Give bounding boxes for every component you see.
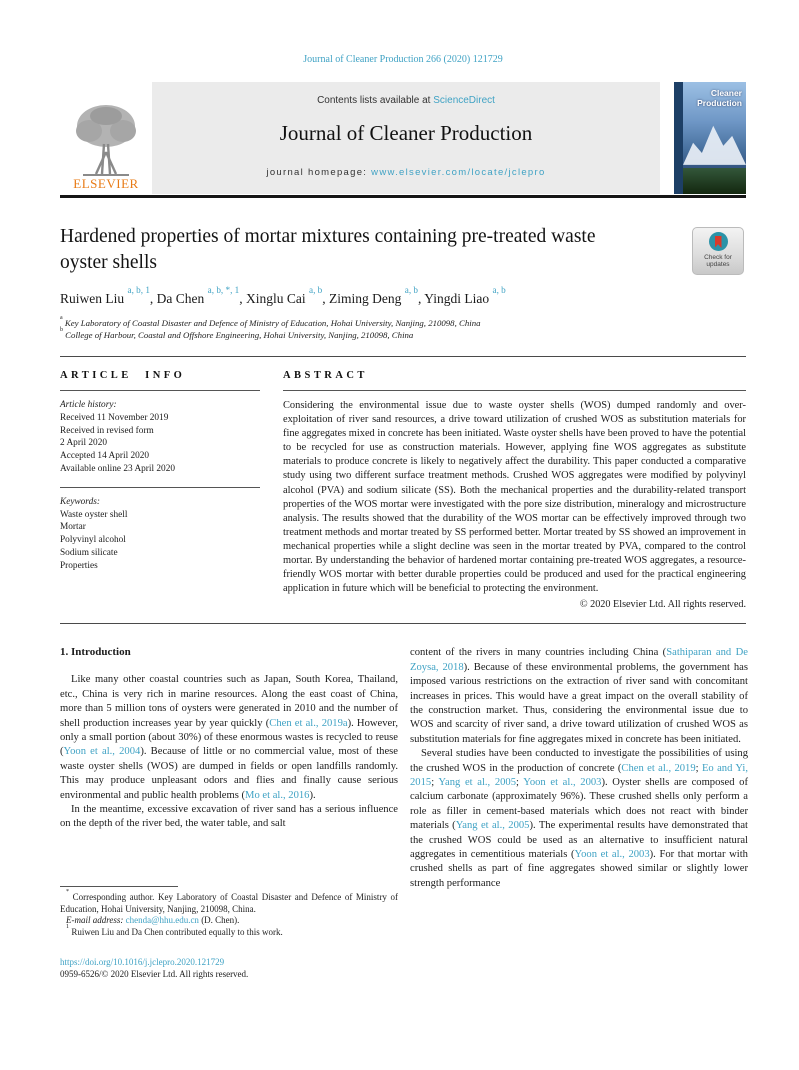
section-heading-introduction: 1. Introduction xyxy=(60,646,131,659)
left-column xyxy=(60,646,398,938)
divider xyxy=(60,487,260,488)
keyword: Waste oyster shell xyxy=(60,509,128,520)
article-info-heading: ARTICLE INFO xyxy=(60,370,186,381)
intro-paragraph-4: Several studies have been conducted to investigate the possibilities of using the crushed WOS in the production of concrete (Chen et al., 2019; Eo and Yi, 2015; Yang et al., 2005; Yoon et al., 2003). Oyster shells are composed of calcium carbonate (approximately 96%). These crushed shells only perform a role as filler in cement-based materials which does not react with binder materials (Yang et al., 2005). The experimental results have demonstrated that the crushed WOS could be used as an alternative to insufficient natural aggregates in cementitious materials (Yoon et al., 2003). For that mortar with crushed shells as part of fine aggregates showed similar or slightly lower strength performance xyxy=(410,748,749,889)
journal-banner xyxy=(60,82,746,194)
corresponding-author-note: * Corresponding author. Key Laboratory of Coastal Disaster and Defence of Ministry of Education, Hohai University, Nanjing, 210098, China. xyxy=(60,889,398,914)
abstract-copyright: © 2020 Elsevier Ltd. All rights reserved. xyxy=(579,599,746,611)
cover-title-line2: Production xyxy=(697,97,742,108)
cover-title-line1: Cleaner xyxy=(710,88,742,98)
footnote-rule xyxy=(60,886,178,887)
page-title: Hardened properties of mortar mixtures containing pre-treated waste oyster shells xyxy=(60,226,596,273)
history-line: Received in revised form xyxy=(60,425,154,436)
keyword: Properties xyxy=(60,560,98,571)
right-column xyxy=(410,646,748,938)
doi-link[interactable]: https://doi.org/10.1016/j.jclepro.2020.121729 xyxy=(60,957,225,968)
email-label: E-mail address: xyxy=(66,915,126,926)
running-head: Journal of Cleaner Production 266 (2020) 121729 xyxy=(303,54,503,65)
keyword: Mortar xyxy=(60,522,86,533)
divider xyxy=(60,390,260,391)
homepage-url-link[interactable]: www.elsevier.com/locate/jclepro xyxy=(371,167,546,178)
intro-paragraph-3: content of the rivers in many countries including China (Sathiparan and De Zoysa, 2018). Because of these environmental problems, the government has imposed various restrictions on the extraction of river sand with concomitant increases in prices. This would have a great impact on the overall stability of the construction market. Thus, considering the environmental issue due to WOS and scarcity of river sand, a drive toward utilization of crushed WOS as substitution materials for fine aggregates mixed in concrete has been initiated. xyxy=(410,647,748,745)
equal-contribution-note: $^1$ Ruiwen Liu and Da Chen contributed equally to this work. xyxy=(66,923,283,937)
intro-paragraph-2: In the meantime, excessive excavation of river sand has a serious influence on the depth of the river bed, the water table, and salt xyxy=(60,803,398,830)
title-row xyxy=(60,224,746,276)
info-bottom-rule xyxy=(60,623,746,624)
email-note xyxy=(60,915,398,927)
info-top-rule xyxy=(60,356,746,357)
banner-rule xyxy=(60,195,746,198)
doi-block xyxy=(60,957,746,981)
history-line: 2 April 2020 xyxy=(60,438,108,449)
crossmark-icon xyxy=(709,232,728,251)
history-line: Received 11 November 2019 xyxy=(60,412,169,423)
elsevier-tree-icon xyxy=(71,102,141,178)
keyword: Polyvinyl alcohol xyxy=(60,535,126,546)
footnotes xyxy=(60,876,398,938)
intro-paragraph-1: Like many other coastal countries such as Japan, South Korea, Thailand, etc., China is very rich in marine resources. Along the east coast of China, more than 5 million tons of oysters were generated in 2010 and the number of shell production increases year by year quickly (Chen et al., 2019a). However, only a small portion (about 30%) of these enormous wastes is recycled to reuse (Yoon et al., 2004). Because of little or no commercial value, most of these waste oyster shells (WOS) are dumped in fields or open landfills randomly. This may produce unpleasant odors and flies and finally cause serious environmental and public health problems (Mo et al., 2016). xyxy=(60,674,399,801)
info-abstract-section xyxy=(60,370,746,610)
banner-center xyxy=(152,82,660,194)
ribbon-icon xyxy=(715,236,722,248)
abstract-heading: ABSTRACT xyxy=(283,370,368,381)
history-line: Available online 23 April 2020 xyxy=(60,463,175,474)
sciencedirect-link[interactable]: ScienceDirect xyxy=(433,95,495,106)
issn-copyright-line: 0959-6526/© 2020 Elsevier Ltd. All rights reserved. xyxy=(60,969,249,980)
abstract-column xyxy=(283,370,746,610)
cover-title xyxy=(697,89,742,108)
homepage-prefix: journal homepage: xyxy=(266,167,372,178)
keyword: Sodium silicate xyxy=(60,547,118,558)
elsevier-logo xyxy=(60,82,152,194)
divider xyxy=(283,390,746,391)
check-for-updates-badge[interactable] xyxy=(692,227,744,275)
elsevier-wordmark: ELSEVIER xyxy=(73,176,139,191)
email-suffix: (D. Chen). xyxy=(198,915,240,926)
affiliation-a: $^a$ Key Laboratory of Coastal Disaster and Defence of Ministry of Education, Hohai University, Nanjing, 210098, China xyxy=(60,315,481,328)
abstract-text: Considering the environmental issue due to waste oyster shells (WOS) dumped randomly and over-exploitation of river sand resources, a drive toward utilization of crushed WOS as substitution materials for fine aggregates mixed in concrete has been initiated. Waste oyster shells have been proved to have the potential to be recycled for use as construction materials. However, applying fine WOS aggregates as substitute materials to produce concrete is likely to negatively affect the durability. This paper conducted a comparative study using two different surface treatment methods. Crushed WOS aggregates were modified by polyvinyl alcohol (PVA) and sodium silicate (SS). Both the mechanical properties and the durability-related transport properties of the WOS mortar were investigated with the pore size distribution, mineralogy and microstructure analysis. The results showed that the durability of the WOS mortar can be effectively improved through two treatment methods and mortar treated by SS performed better. Mortar treated by SS showed an improvement in mechanical properties while a slight decline was seen in the mortar treated by PVA, compared to the control mortar. By understanding the behavior of hardened mortar containing pre-treated WOS aggregates, a resource-friendly WOS mortar with better durable properties could be produced and used for the practical engineering application in future which will be beneficial to protecting the environment. xyxy=(283,400,746,595)
contents-prefix: Contents lists available at xyxy=(317,95,434,106)
cover-spine xyxy=(674,82,683,194)
keywords-label: Keywords: xyxy=(60,496,100,507)
history-label: Article history: xyxy=(60,400,117,410)
email-link[interactable]: chenda@hhu.edu.cn xyxy=(125,915,199,926)
affiliation-b: $^b$ College of Harbour, Coastal and Offshore Engineering, Hohai University, Nanjing, 210098, China xyxy=(60,326,414,340)
article-info-column xyxy=(60,370,260,610)
contents-line xyxy=(152,95,660,106)
body-columns xyxy=(60,646,749,938)
check-updates-label: Check for updates xyxy=(704,254,732,268)
affiliations xyxy=(60,315,746,341)
homepage-line xyxy=(152,167,660,178)
author-line: Ruiwen Liu $^{a, b, 1}$, Da Chen $^{a, b, *, 1}$, Xinglu Cai $^{a, b}$, Ziming Deng $^{a, b}$, Yingdi Liao $^{a, b}$ xyxy=(60,285,506,306)
journal-title: Journal of Cleaner Production xyxy=(279,121,533,145)
history-line: Accepted 14 April 2020 xyxy=(60,451,150,462)
journal-cover-image xyxy=(674,82,746,194)
